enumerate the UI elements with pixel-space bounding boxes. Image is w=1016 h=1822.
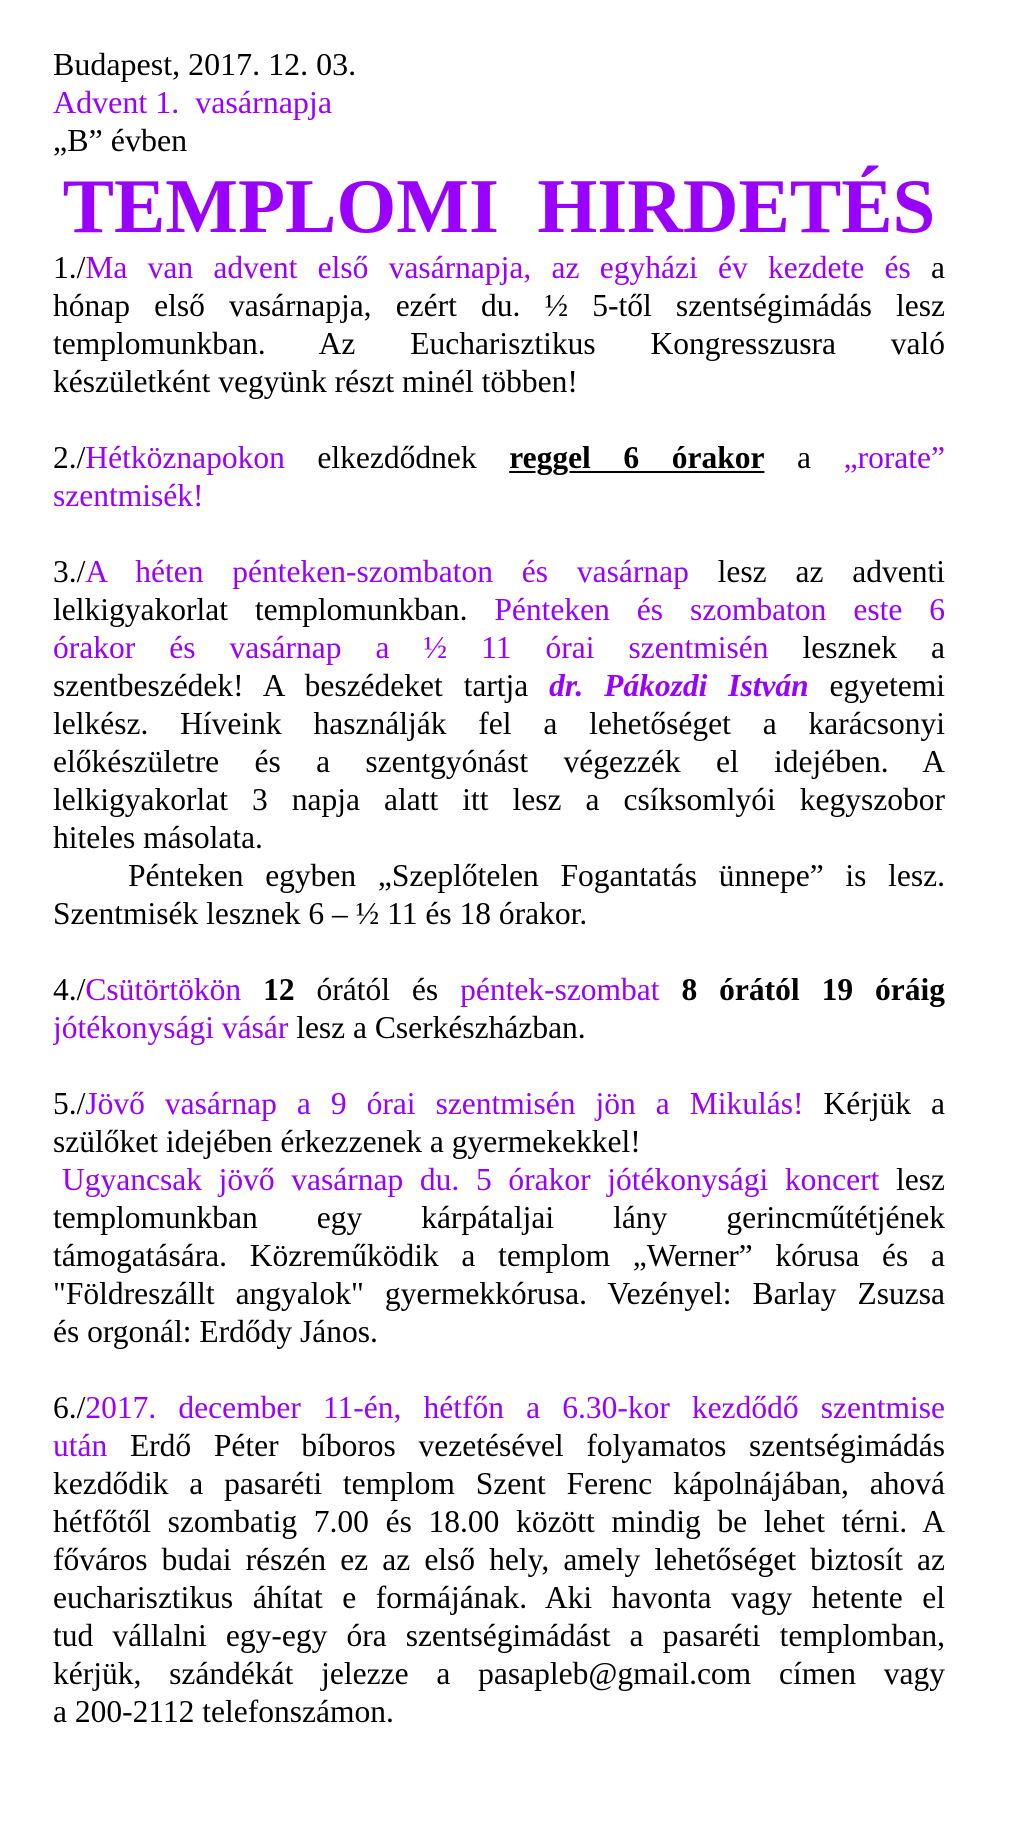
text-segment: a 200-2112 telefonszámon. xyxy=(53,1694,394,1729)
text-segment: templomunkban egy kárpátaljai lány gerincműtétjének xyxy=(53,1200,945,1235)
highlighted-text: jótékonysági vásár xyxy=(53,1010,289,1045)
underlined-bold-text: reggel 6 órakor xyxy=(509,440,765,475)
highlighted-text: A héten pénteken-szombaton és vasárnap xyxy=(85,554,689,589)
text-line xyxy=(53,553,945,591)
text-line xyxy=(53,363,945,401)
text-line xyxy=(53,1161,945,1199)
text-segment: tud vállalni egy-egy óra szentségimádást a pasaréti templomban, xyxy=(53,1618,945,1653)
text-segment: lesznek a xyxy=(768,630,945,665)
text-segment: készületként vegyünk részt minél többen! xyxy=(53,364,578,399)
text-line xyxy=(53,705,945,743)
text-line xyxy=(53,1313,945,1351)
text-segment: templomunkban. Az Eucharisztikus Kongresszusra való xyxy=(53,326,945,361)
liturgical-day: Advent 1. vasárnapja xyxy=(53,84,333,120)
text-segment: 4./ xyxy=(53,972,86,1007)
highlighted-text: Csütörtökön xyxy=(85,972,242,1007)
text-line xyxy=(53,1123,945,1161)
page-title: TEMPLOMI HIRDETÉS xyxy=(62,163,936,249)
text-segment: lesz xyxy=(879,1162,945,1197)
text-segment: elkezdődnek xyxy=(284,440,510,475)
text-line xyxy=(53,1617,945,1655)
text-segment: Erdő Péter bíboros vezetésével folyamatos szentségimádás xyxy=(107,1428,945,1463)
highlighted-text: Pénteken és szombaton este 6 xyxy=(494,592,945,627)
text-segment: a xyxy=(910,250,945,285)
date-line: Budapest, 2017. 12. 03. xyxy=(53,46,357,82)
text-line xyxy=(53,781,945,819)
text-segment: lelkész. Híveink használják fel a lehetőséget a karácsonyi xyxy=(53,706,945,741)
announcement-6 xyxy=(53,1389,945,1731)
text-line xyxy=(53,1503,945,1541)
text-segment: egyetemi xyxy=(808,668,945,703)
text-line xyxy=(53,895,945,933)
text-line xyxy=(53,1389,945,1427)
text-segment: lesz a Cserkészházban. xyxy=(288,1010,586,1045)
text-segment: lesz az adventi xyxy=(688,554,945,589)
text-line xyxy=(53,819,945,857)
bold-text: 12 xyxy=(263,972,295,1007)
text-segment: 2./ xyxy=(53,440,86,475)
text-segment: 1./ xyxy=(53,250,86,285)
text-segment: szentbeszédek! A beszédeket tartja xyxy=(53,668,550,703)
text-line xyxy=(53,629,945,667)
document-header xyxy=(53,45,945,159)
text-segment: lelkigyakorlat 3 napja alatt itt lesz a csíksomlyói kegyszobor xyxy=(53,782,945,817)
text-line xyxy=(53,1085,945,1123)
text-line xyxy=(53,1655,945,1693)
text-segment xyxy=(660,972,682,1007)
text-line xyxy=(53,249,945,287)
text-segment: kérjük, szándékát jelezze a pasapleb@gmail.com címen vagy xyxy=(53,1656,945,1691)
text-segment: 3./ xyxy=(53,554,86,589)
text-line xyxy=(53,325,945,363)
text-segment: főváros budai részén ez az első hely, amely lehetőséget biztosít az xyxy=(53,1542,945,1577)
text-segment: hétfőtől szombatig 7.00 és 18.00 között mindig be lehet térni. A xyxy=(53,1504,945,1539)
announcement-4 xyxy=(53,971,945,1047)
highlighted-text: Jövő vasárnap a 9 órai szentmisén jön a Mikulás! xyxy=(85,1086,804,1121)
announcement-1 xyxy=(53,249,945,401)
text-line xyxy=(53,1465,945,1503)
highlighted-text: órakor és vasárnap a ½ 11 órai szentmisén xyxy=(53,630,769,665)
bold-text: 8 órától 19 óráig xyxy=(681,972,945,1007)
text-segment: órától és xyxy=(294,972,461,1007)
highlighted-name: dr. Pákozdi István xyxy=(549,668,809,703)
text-line xyxy=(53,1199,945,1237)
text-line xyxy=(53,971,945,1009)
text-line xyxy=(53,857,945,895)
text-line xyxy=(53,1541,945,1579)
highlighted-text: péntek-szombat xyxy=(460,972,660,1007)
text-line xyxy=(53,439,945,477)
text-line xyxy=(53,1693,945,1731)
text-segment: hiteles másolata. xyxy=(53,820,263,855)
announcement-2 xyxy=(53,439,945,515)
text-line xyxy=(53,591,945,629)
text-segment: Kérjük a xyxy=(803,1086,945,1121)
announcements-body xyxy=(53,249,945,1769)
text-line xyxy=(53,1275,945,1313)
text-segment: 6./ xyxy=(53,1390,86,1425)
text-segment: eucharisztikus áhítat e formájának. Aki havonta vagy hetente el xyxy=(53,1580,945,1615)
text-segment: a xyxy=(764,440,844,475)
text-line xyxy=(53,1579,945,1617)
text-segment: támogatására. Közreműködik a templom „Werner” kórusa és a xyxy=(53,1238,945,1273)
text-line xyxy=(53,1427,945,1465)
text-segment: lelkigyakorlat templomunkban. xyxy=(53,592,495,627)
highlighted-text: után xyxy=(53,1428,108,1463)
text-segment: szülőket idejében érkezzenek a gyermekekkel! xyxy=(53,1124,641,1159)
text-line xyxy=(53,667,945,705)
highlighted-text: 2017. december 11-én, hétfőn a 6.30-kor kezdődő szentmise xyxy=(85,1390,945,1425)
highlighted-text: Hétköznapokon xyxy=(85,440,285,475)
text-segment: kezdődik a pasaréti templom Szent Ferenc kápolnájában, ahová xyxy=(53,1466,945,1501)
announcement-3 xyxy=(53,553,945,933)
text-segment: hónap első vasárnapja, ezért du. ½ 5-től szentségimádás lesz xyxy=(53,288,945,323)
text-line xyxy=(53,1237,945,1275)
text-segment: előkészületre és a szentgyónást végezzék el idejében. A xyxy=(53,744,945,779)
text-segment: Pénteken egyben „Szeplőtelen Fogantatás ünnepe” is lesz. xyxy=(128,858,945,893)
highlighted-text: Ma van advent első vasárnapja, az egyházi év kezdete és xyxy=(85,250,911,285)
text-line xyxy=(53,477,945,515)
highlighted-text: „rorate” xyxy=(843,440,945,475)
liturgical-year-cycle: „B” évben xyxy=(53,122,188,158)
text-segment: és orgonál: Erdődy János. xyxy=(53,1314,378,1349)
text-segment: "Földreszállt angyalok" gyermekkórusa. Vezényel: Barlay Zsuzsa xyxy=(53,1276,945,1311)
text-line xyxy=(53,287,945,325)
highlighted-text: Ugyancsak jövő vasárnap du. 5 órakor jótékonysági koncert xyxy=(62,1162,880,1197)
text-segment: 5./ xyxy=(53,1086,86,1121)
text-line xyxy=(53,1009,945,1047)
text-segment xyxy=(241,972,263,1007)
text-line xyxy=(53,743,945,781)
text-segment: Szentmisék lesznek 6 – ½ 11 és 18 órakor. xyxy=(53,896,588,931)
highlighted-text: szentmisék! xyxy=(53,478,204,513)
announcement-5 xyxy=(53,1085,945,1351)
